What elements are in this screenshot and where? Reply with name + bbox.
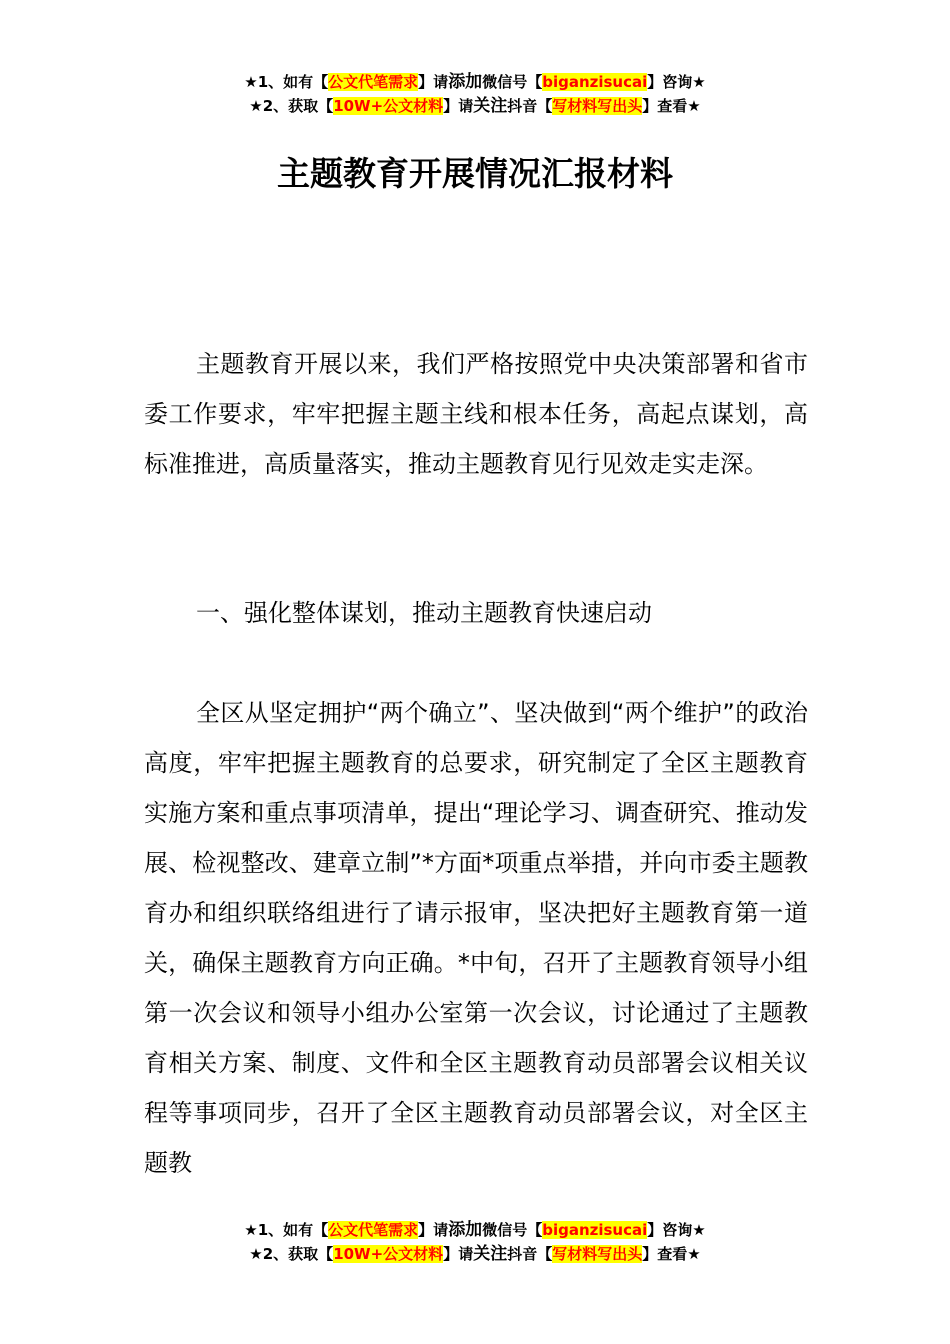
highlight-douyin: 写材料写出头 bbox=[552, 1245, 643, 1263]
promo-line-2: ★2、获取【10W+公文材料】请关注抖音【写材料写出头】查看★ bbox=[249, 96, 701, 116]
section-paragraph: 全区从坚定拥护“两个确立”、坚决做到“两个维护”的政治高度，牢牢把握主题教育的总要求，研究制定了全区主题教育实施方案和重点事项清单，提出“理论学习、调查研究、推动发展、检视整改、建章立制”*方面*项重点举措，并向市委主题教育办和组织联络组进行了请示报审，坚决把好主题教育第一道关，确保主题教育方向正确。*中旬，召开了主题教育领导小组第一次会议和领导小组办公室第一次会议，讨论通过了主题教育相关方案、制度、文件和全区主题教育动员部署会议相关议程等事项同步，召开了全区主题教育动员部署会议，对全区主题教 bbox=[144, 699, 808, 1177]
highlight-materials: 10W+公文材料 bbox=[333, 1245, 444, 1263]
highlight-materials: 10W+公文材料 bbox=[333, 97, 444, 115]
promo-banner-top bbox=[0, 70, 950, 118]
intro-paragraph: 主题教育开展以来，我们严格按照党中央决策部署和省市委工作要求，牢牢把握主题主线和根本任务，高起点谋划，高标准推进，高质量落实，推动主题教育见行见效走实走深。 bbox=[144, 350, 808, 478]
promo-banner-bottom bbox=[0, 1218, 950, 1266]
promo-line-1: ★1、如有【公文代笔需求】请添加微信号【biganzisucai】咨询★ bbox=[244, 72, 706, 92]
section-heading: 一、强化整体谋划，推动主题教育快速启动 bbox=[196, 599, 652, 627]
promo-line-1: ★1、如有【公文代笔需求】请添加微信号【biganzisucai】咨询★ bbox=[244, 1220, 706, 1240]
highlight-wechat-id: biganzisucai bbox=[542, 1221, 648, 1239]
document-title: 主题教育开展情况汇报材料 bbox=[277, 154, 673, 193]
promo-line-2: ★2、获取【10W+公文材料】请关注抖音【写材料写出头】查看★ bbox=[249, 1244, 701, 1264]
highlight-service: 公文代笔需求 bbox=[328, 1221, 419, 1239]
highlight-wechat-id: biganzisucai bbox=[542, 73, 648, 91]
highlight-service: 公文代笔需求 bbox=[328, 73, 419, 91]
highlight-douyin: 写材料写出头 bbox=[552, 97, 643, 115]
